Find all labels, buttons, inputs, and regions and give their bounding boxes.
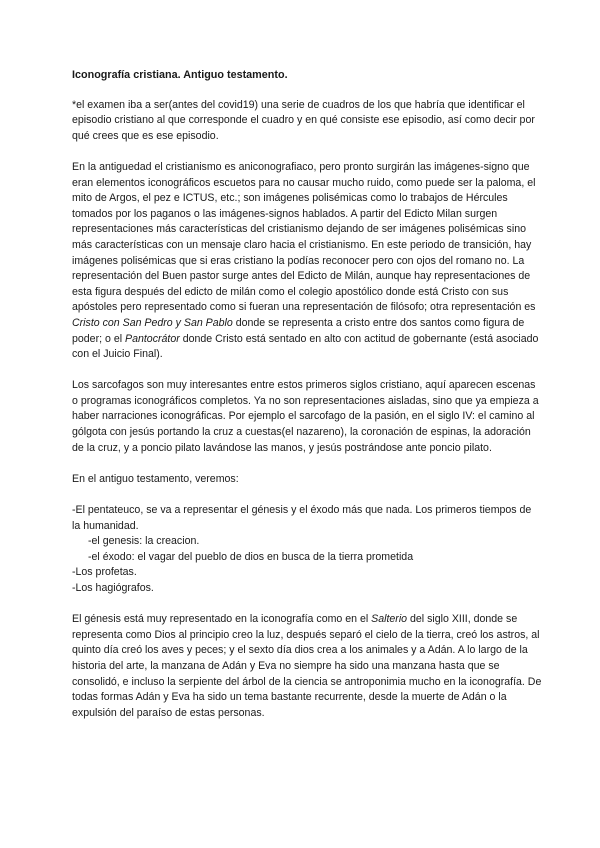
paragraph-text: del siglo XIII, donde se representa como Dios al principio creo la luz, después separó el cielo de la tierra, creó los astros, al quinto día creó los aves y peces; y el sexto día dios crea a los animales y a Adán. A lo largo de la historia del arte, la manzana de Adán y Eva no siempre ha sido una manzana hasta que se consolidó, e incluso la serpiente del árbol de la ciencia se antroponimia mucho en la iconografía. De todas formas Adán y Eva ha sido un tema bastante recurrente, desde la muerte de Adán o la expulsión del paraíso de estas personas. — [72, 613, 542, 719]
early-christianity-paragraph — [72, 160, 542, 363]
italic-term: Cristo con San Pedro y San Pablo — [72, 316, 233, 329]
list-subitem: -el genesis: la creacion. — [88, 535, 200, 548]
italic-term: Pantocrátor — [125, 332, 180, 345]
old-testament-intro: En el antiguo testamento, veremos: — [72, 472, 239, 485]
document-page — [72, 68, 542, 737]
genesis-paragraph — [72, 612, 542, 721]
list-subitem: -el éxodo: el vagar del pueblo de dios en busca de la tierra prometida — [88, 550, 414, 563]
paragraph-text: El génesis está muy representado en la iconografía como en el — [72, 613, 372, 626]
document-title: Iconografía cristiana. Antiguo testamento. — [72, 69, 288, 81]
list-item: -Los hagiógrafos. — [72, 582, 154, 594]
exam-note-paragraph: *el examen iba a ser(antes del covid19) una serie de cuadros de los que habría que identificar el episodio cristiano al que corresponde el cuadro y en qué consiste ese episodio, así como decir por qué crees que es ese episodio. — [72, 98, 535, 142]
list-item: -Los profetas. — [72, 566, 137, 579]
paragraph-text: donde se representa a cristo entre dos santos como figura de poder; o el — [72, 316, 525, 345]
topic-list — [72, 503, 542, 597]
paragraph-text: donde Cristo está sentado en alto con actitud de gobernante (está asociado con el Juicio Final). — [72, 332, 539, 361]
italic-term: Salterio — [371, 613, 408, 626]
paragraph-text: En la antiguedad el cristianismo es aniconografiaco, pero pronto surgirán las imágenes-signo que eran elementos iconográficos escuetos para no causar mucho ruido, como puede ser la paloma, el mito de Argos, el pez e ICTUS, etc.; son imágenes polisémicas como lo trabajos de Hércules tomados por los paganos o las imágenes-signos hablados. A partir del Edicto Milan surgen representaciones más características del cristianismo dejando de ser imágenes polisémicas sino más características con un mensaje claro hacia el cristianismo. En este periodo de transición, hay imágenes polisémicas que si eras cristiano la podías reconocer pero con ojos del romano no. La representación del Buen pastor surge antes del Edicto de Milán, aunque hay representaciones de esta figura después del edicto de milán como el colegio apostólico donde está Cristo con sus apóstoles pero representado como si fueran una representación de filósofo; otra representación es — [72, 160, 536, 314]
list-item: -El pentateuco, se va a representar el génesis y el éxodo más que nada. Los primeros tiempos de la humanidad. — [72, 504, 532, 532]
sarcophagi-paragraph: Los sarcofagos son muy interesantes entre estos primeros siglos cristiano, aquí aparecen escenas o programas iconográficos completos. Ya no son representaciones aisladas, sino que ya empieza a haber narraciones iconográficas. Por ejemplo el sarcofago de la pasión, en el siglo IV: el camino al gólgota con jesús portando la cruz a cuestas(el nazareno), la coronación de espinas, la adoración de la cruz, y a poncio pilato lavándose las manos, y jesús postrándose ante poncio pilato. — [72, 379, 539, 454]
